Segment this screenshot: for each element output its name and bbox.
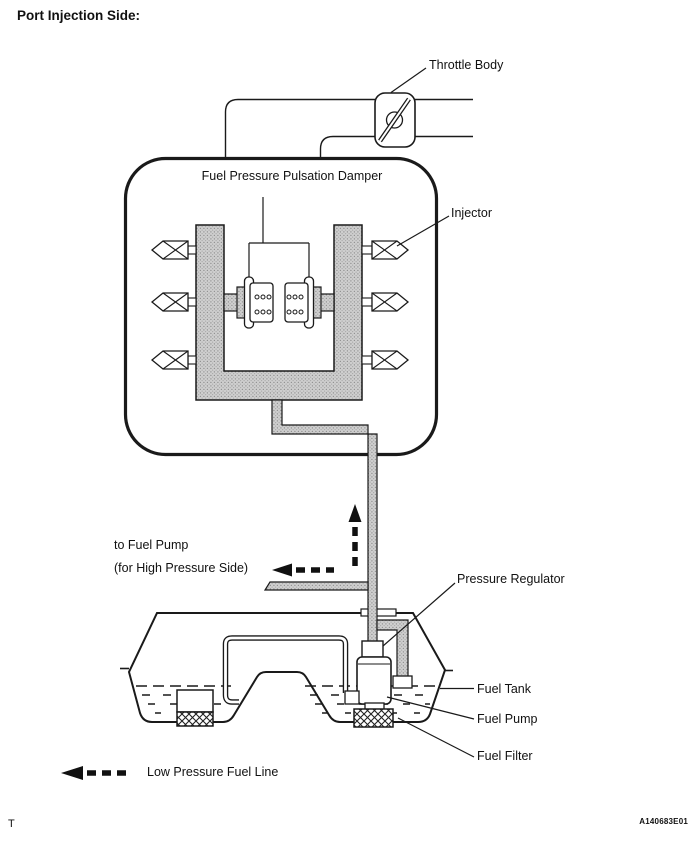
- label-to-fuel-pump-line1: to Fuel Pump: [114, 538, 189, 552]
- figure-id: A140683E01: [639, 817, 688, 826]
- jet-pump-unit: [177, 690, 213, 712]
- label-fuel-tank: Fuel Tank: [477, 682, 531, 696]
- tank-flange: [361, 609, 396, 616]
- legend-arrow-icon: [61, 766, 127, 780]
- leader-fuel-filter: [398, 718, 474, 757]
- label-injector: Injector: [451, 206, 492, 220]
- leader-fuel-pump: [387, 697, 474, 719]
- leader-throttle-body: [391, 68, 426, 93]
- pressure-regulator-symbol: [362, 641, 383, 657]
- high-pressure-branch-pipe: [265, 582, 368, 590]
- label-to-fuel-pump: [114, 534, 248, 580]
- label-to-fuel-pump-line2: (for High Pressure Side): [114, 561, 249, 575]
- throttle-body-symbol: [375, 93, 415, 147]
- air-line-top: [226, 100, 474, 159]
- flow-arrow-left-icon: [272, 564, 334, 577]
- fuel-filter-right: [354, 709, 393, 727]
- label-fuel-pump: Fuel Pump: [477, 712, 538, 726]
- label-pulsation-damper: Fuel Pressure Pulsation Damper: [201, 169, 383, 183]
- transfer-tube: [226, 638, 346, 702]
- label-throttle-body: Throttle Body: [429, 58, 504, 72]
- label-pressure-regulator: Pressure Regulator: [457, 572, 565, 586]
- page-title: Port Injection Side:: [17, 8, 141, 23]
- return-fitting: [393, 676, 412, 688]
- fuel-filter-left: [177, 712, 213, 726]
- air-intake-lines: [226, 100, 474, 159]
- footer-letter: T: [8, 818, 15, 830]
- label-fuel-filter: Fuel Filter: [477, 749, 533, 763]
- flow-arrow-up-icon: [349, 504, 362, 568]
- fuel-pump-body: [345, 657, 391, 710]
- legend-low-pressure-label: Low Pressure Fuel Line: [147, 765, 279, 779]
